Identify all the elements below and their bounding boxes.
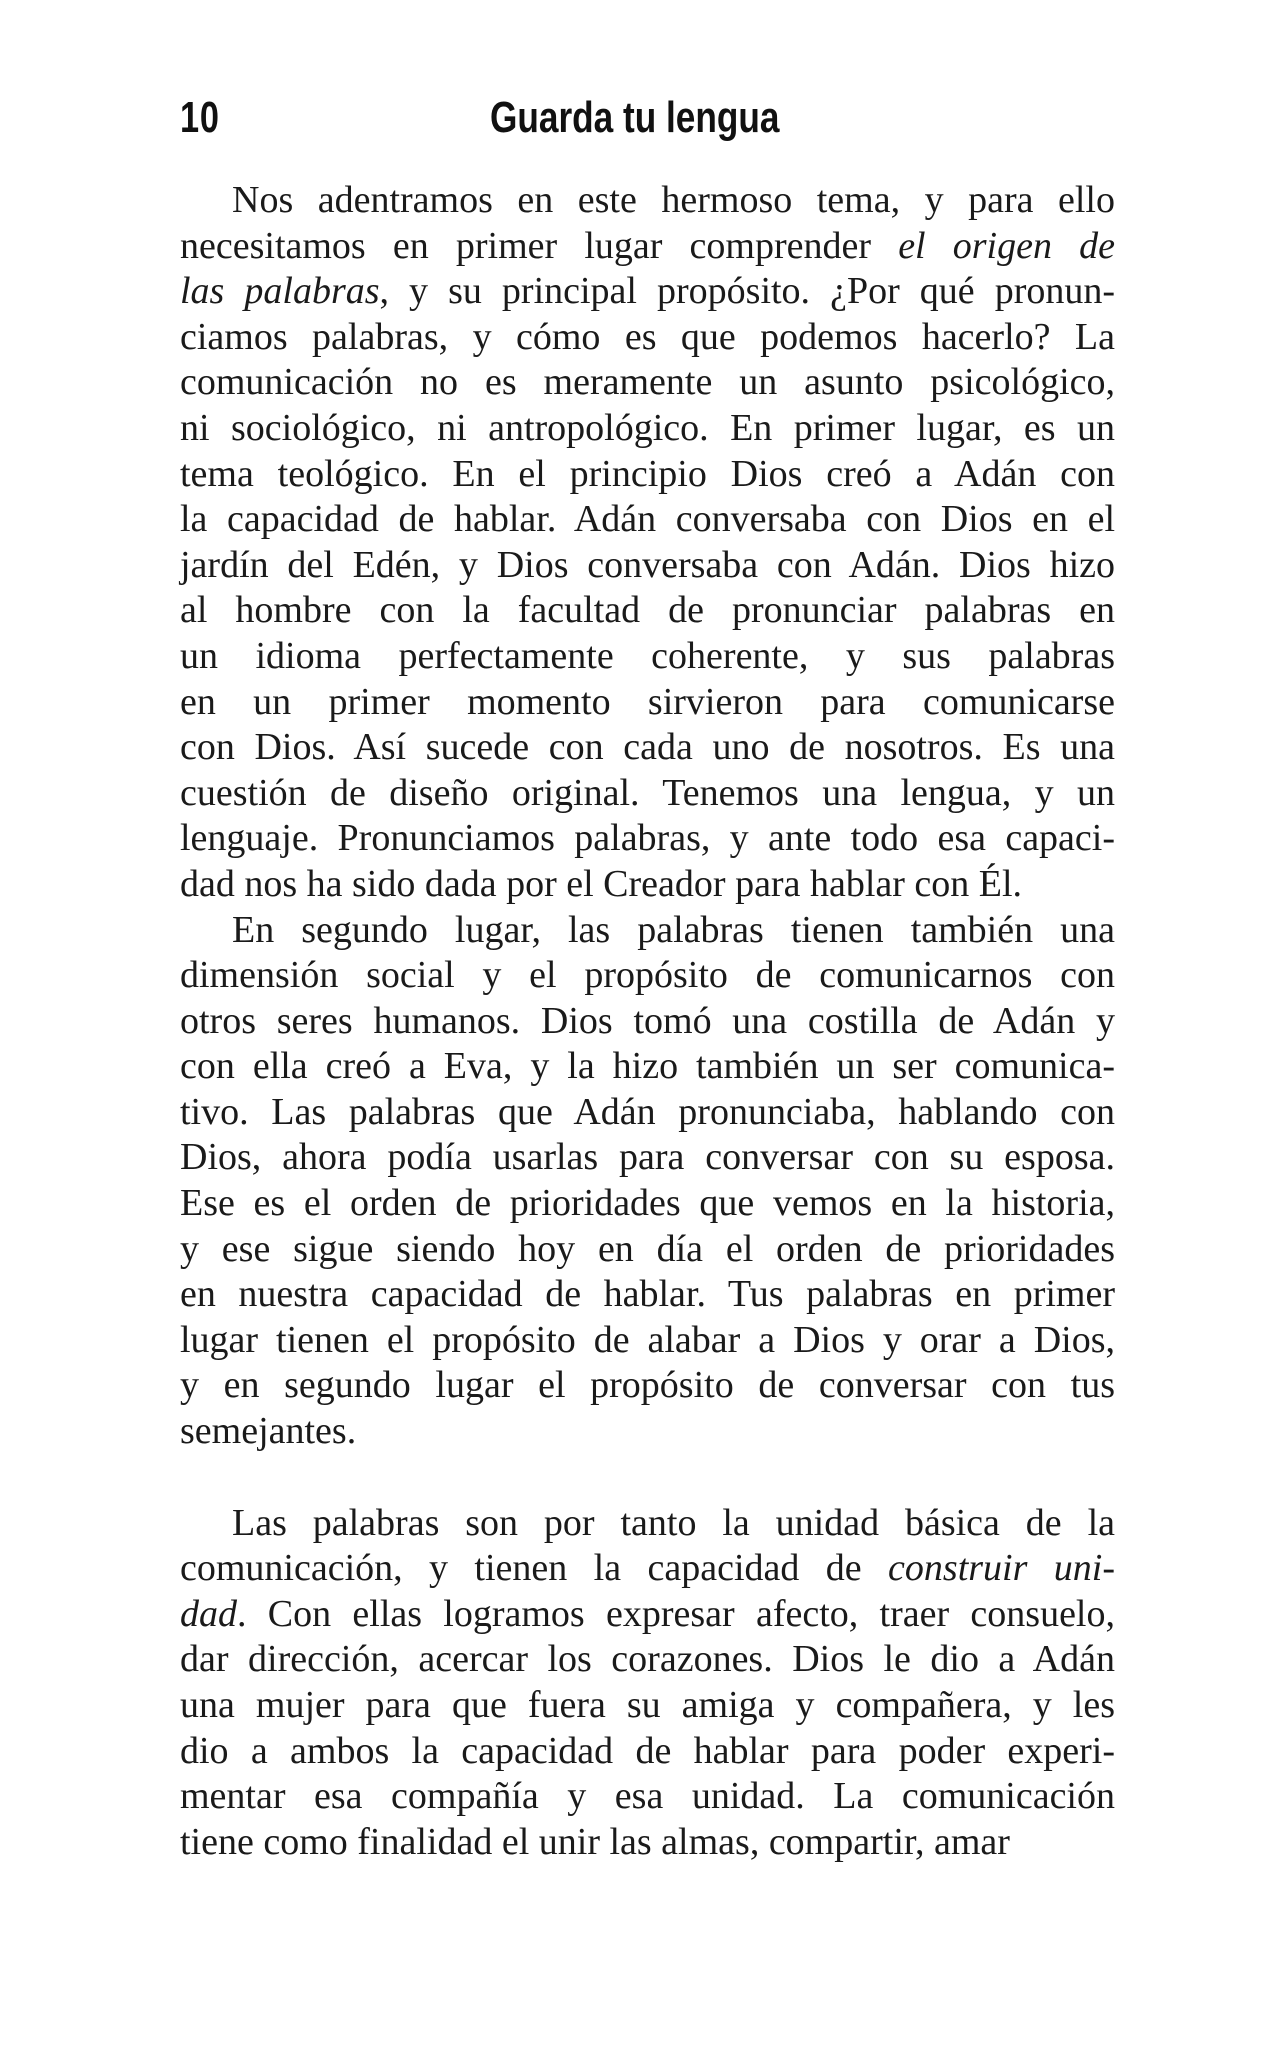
text-run: en un primer momento sirvieron para comunicarse [180, 680, 1115, 723]
text-run: ni sociológico, ni antropológico. En primer lugar, es un [180, 406, 1115, 449]
text-run: comunicación, y tienen la capacidad de [180, 1547, 889, 1590]
text-line [180, 1090, 1115, 1136]
text-run: Las palabras son por tanto la unidad básica de la [232, 1501, 1115, 1544]
text-run: en nuestra capacidad de hablar. Tus palabras en primer [180, 1273, 1115, 1316]
text-line [180, 771, 1115, 817]
text-line [180, 1363, 1115, 1409]
text-run: tivo. Las palabras que Adán pronunciaba, hablando con [180, 1090, 1115, 1133]
text-run: dimensión social y el propósito de comunicarnos con [180, 954, 1115, 997]
text-run: necesitamos en primer lugar comprender [180, 224, 899, 267]
text-line [180, 908, 1115, 954]
text-line [180, 1181, 1115, 1227]
text-run: y en segundo lugar el propósito de conversar con tus [180, 1364, 1115, 1407]
text-line [180, 1135, 1115, 1181]
text-run: Dios, ahora podía usarlas para conversar con su esposa. [180, 1136, 1115, 1179]
text-run: otros seres humanos. Dios tomó una costilla de Adán y [180, 999, 1115, 1042]
text-line [180, 1227, 1115, 1273]
text-run: tiene como finalidad el unir las almas, compartir, amar [180, 1820, 1010, 1863]
text-line [180, 1683, 1115, 1729]
text-line [180, 680, 1115, 726]
text-run: cuestión de diseño original. Tenemos una lengua, y un [180, 771, 1115, 814]
text-run: lugar tienen el propósito de alabar a Dios y orar a Dios, [180, 1318, 1115, 1361]
page-header [180, 88, 1115, 148]
text-run: . Con ellas logramos expresar afecto, traer consuelo, [237, 1592, 1115, 1635]
paragraph [180, 908, 1115, 1455]
text-run: y ese sigue siendo hoy en día el orden de prioridades [180, 1227, 1115, 1270]
text-run: tema teológico. En el principio Dios creó a Adán con [180, 452, 1115, 495]
paragraph [180, 1501, 1115, 1866]
text-line [180, 406, 1115, 452]
text-line [180, 1272, 1115, 1318]
italic-text: el origen de [898, 224, 1115, 267]
text-line [180, 862, 1115, 908]
text-line [180, 543, 1115, 589]
text-run: comunicación no es meramente un asunto psicológico, [180, 361, 1115, 404]
text-run: una mujer para que fuera su amiga y compañera, y les [180, 1684, 1115, 1726]
text-line [180, 1774, 1115, 1820]
text-run: lenguaje. Pronunciamos palabras, y ante todo esa capaci- [180, 817, 1115, 860]
text-run: al hombre con la facultad de pronunciar palabras en [180, 589, 1115, 632]
text-run: En segundo lugar, las palabras tienen también una [232, 908, 1115, 951]
italic-text: dad [180, 1592, 237, 1635]
text-run: la capacidad de hablar. Adán conversaba con Dios en el [180, 498, 1115, 541]
text-line [180, 588, 1115, 634]
text-line [180, 178, 1115, 224]
text-run: con Dios. Así sucede con cada uno de nosotros. Es una [180, 726, 1115, 769]
text-run: dio a ambos la capacidad de hablar para poder experi- [180, 1729, 1115, 1772]
text-line [180, 1729, 1115, 1775]
text-run: con ella creó a Eva, y la hizo también un ser comunica- [180, 1045, 1115, 1088]
text-run: jardín del Edén, y Dios conversaba con Adán. Dios hizo [180, 543, 1115, 586]
text-line [180, 1044, 1115, 1090]
text-line [180, 816, 1115, 862]
italic-text: construir uni- [888, 1547, 1115, 1590]
body-text [180, 178, 1115, 1865]
text-line [180, 1637, 1115, 1683]
text-line [180, 315, 1115, 361]
text-line [180, 1546, 1115, 1592]
text-line [180, 1318, 1115, 1364]
text-line [180, 224, 1115, 270]
text-line [180, 497, 1115, 543]
text-line [180, 1820, 1115, 1866]
text-line [180, 725, 1115, 771]
text-line [180, 269, 1115, 315]
text-run: Nos adentramos en este hermoso tema, y para ello [232, 179, 1115, 221]
text-run: un idioma perfectamente coherente, y sus palabras [180, 634, 1115, 677]
text-line [180, 1592, 1115, 1638]
text-run: , y su principal propósito. ¿Por qué pronun- [379, 270, 1115, 313]
text-line [180, 634, 1115, 680]
text-run: dad nos ha sido dada por el Creador para hablar con Él. [180, 862, 1023, 905]
text-line [180, 953, 1115, 999]
text-line [180, 1409, 1115, 1455]
text-run: Ese es el orden de prioridades que vemos en la historia, [180, 1182, 1115, 1225]
text-line [180, 452, 1115, 498]
text-line [180, 1501, 1115, 1547]
text-line [180, 999, 1115, 1045]
paragraph [180, 178, 1115, 908]
text-run: semejantes. [180, 1410, 357, 1453]
running-title: Guarda tu lengua [490, 93, 780, 142]
text-line [180, 360, 1115, 406]
italic-text: las palabras [180, 270, 380, 313]
text-run: mentar esa compañía y esa unidad. La comunicación [180, 1775, 1115, 1818]
text-run: ciamos palabras, y cómo es que podemos hacerlo? La [180, 315, 1115, 358]
text-run: dar dirección, acercar los corazones. Dios le dio a Adán [180, 1638, 1115, 1681]
page-number: 10 [180, 93, 220, 142]
